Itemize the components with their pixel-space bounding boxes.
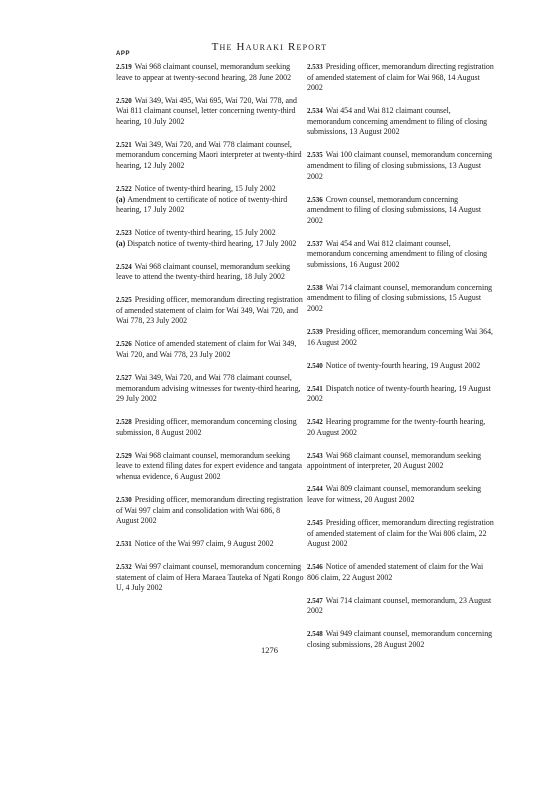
list-item [307,195,495,227]
entry-number: 2.548 [307,630,323,639]
entry-text: Notice of twenty-third hearing, 15 July 2002 [134,228,276,238]
section-tag: APP [116,51,131,57]
entry-number: 2.522 [116,184,132,193]
sub-entry-label: (a) [116,238,126,248]
list-item [116,62,304,83]
sub-entry-label: (a) [116,194,126,204]
entry-text: Presiding officer, memorandum concerning Wai 364, 16 August 2002 [307,327,494,347]
sub-entry [116,195,304,216]
list-item [307,596,495,617]
entry-number: 2.529 [116,451,132,460]
list-item [116,539,304,550]
page-number: 1276 [261,645,278,655]
list-item [116,562,304,594]
entry-number: 2.536 [307,195,323,204]
list-item [116,228,304,249]
entry-text: Wai 454 and Wai 812 claimant counsel, memorandum concerning amendment to filing of closing submissions, 13 August 2002 [307,106,488,137]
entry-number: 2.533 [307,63,323,71]
list-item [307,417,495,438]
entry-number: 2.535 [307,151,323,160]
entry-text: Notice of amended statement of claim for Wai 349, Wai 720, and Wai 778, 23 July 2002 [116,339,297,360]
list-item [116,295,304,327]
running-head: The Hauraki Report [211,41,328,53]
entry-text: Presiding officer, memorandum directing registration of Wai 997 claim and consolidation with Wai 686, 8 August 2002 [116,494,303,526]
list-item [116,373,304,405]
entry-number: 2.524 [116,262,132,271]
list-item [307,384,495,405]
entry-number: 2.537 [307,239,323,248]
list-item [116,339,304,360]
sub-entry [116,239,304,250]
list-item [116,417,304,438]
entry-number: 2.538 [307,283,323,292]
list-item [307,518,495,550]
entry-number: 2.519 [116,63,132,71]
list-item [307,283,495,315]
entry-text: Wai 949 claimant counsel, memorandum concerning closing submissions, 28 August 2002 [307,629,493,649]
list-item [307,239,495,271]
entry-number: 2.532 [116,563,132,572]
entry-text: Dispatch notice of twenty-fourth hearing, 19 August 2002 [307,383,491,404]
entry-number: 2.540 [307,361,323,370]
entry-number: 2.544 [307,485,323,494]
entry-text: Presiding officer, memorandum directing registration of amended statement of claim for the Wai 806 claim, 22 August 2002 [307,517,494,549]
entry-text: Wai 968 claimant counsel, memorandum seeking appointment of interpreter, 20 August 2002 [307,450,482,471]
entry-text: Notice of twenty-fourth hearing, 19 August 2002 [325,360,481,370]
entry-number: 2.543 [307,451,323,460]
sub-entry-text: Dispatch notice of twenty-third hearing, 17 July 2002 [127,238,297,248]
entry-number: 2.547 [307,596,323,605]
entry-text: Wai 968 claimant counsel, memorandum seeking leave to attend the twenty-third hearing, 18 July 2002 [116,261,291,282]
entry-number: 2.542 [307,418,323,427]
list-item [307,361,495,372]
entry-text: Crown counsel, memorandum concerning amendment to filing of closing submissions, 14 August 2002 [307,194,482,225]
entry-text: Wai 349, Wai 720, and Wai 778 claimant counsel, memorandum concerning Maori interpreter at twenty-third hearing, 12 July 2002 [116,139,302,170]
entry-text: Wai 997 claimant counsel, memorandum concerning statement of claim of Hera Maraea Tauteka of Ngati Rongo U, 4 July 2002 [116,562,304,593]
entry-text: Presiding officer, memorandum concerning closing submission, 8 August 2002 [116,417,297,437]
entry-text: Notice of the Wai 997 claim, 9 August 2002 [134,539,274,549]
entry-number: 2.525 [116,296,132,305]
entry-text: Wai 714 claimant counsel, memorandum concerning amendment to filing of closing submissions, 15 August 2002 [307,282,493,314]
entry-number: 2.539 [307,328,323,337]
list-item [116,96,304,128]
list-item [307,106,495,138]
entry-text: Wai 349, Wai 495, Wai 695, Wai 720, Wai 778, and Wai 811 claimant counsel, letter concerning twenty-third hearing, 10 July 2002 [116,95,297,126]
entry-number: 2.541 [307,384,323,393]
entry-number: 2.523 [116,229,132,238]
entry-text: Wai 968 claimant counsel, memorandum seeking leave to appear at twenty-second hearing, 28 June 2002 [116,62,292,82]
entry-text: Wai 100 claimant counsel, memorandum concerning amendment to filing of closing submissions, 13 August 2002 [307,150,493,181]
entry-number: 2.521 [116,140,132,149]
list-item [307,451,495,472]
entry-text: Notice of amended statement of claim for the Wai 806 claim, 22 August 2002 [307,562,484,582]
list-item [307,327,495,348]
entry-text: Hearing programme for the twenty-fourth hearing, 20 August 2002 [307,417,486,437]
entry-text: Wai 349, Wai 720, and Wai 778 claimant counsel, memorandum advising witnesses for twenty-third hearing, 29 July 2002 [116,373,301,404]
list-item [307,562,495,583]
entry-text: Presiding officer, memorandum directing registration of amended statement of claim for Wai 968, 14 August 2002 [307,62,494,93]
entry-text: Wai 968 claimant counsel, memorandum seeking leave to extend filing dates for expert evidence and tangata whenua evidence, 6 August 2002 [116,450,303,481]
entry-number: 2.527 [116,374,132,382]
entry-number: 2.531 [116,540,132,549]
list-item [307,150,495,182]
entry-text: Notice of twenty-third hearing, 15 July 2002 [134,183,276,193]
right-column [307,62,495,663]
entry-number: 2.534 [307,107,323,116]
left-column [116,62,304,606]
entry-text: Presiding officer, memorandum directing registration of amended statement of claim for Wai 349, Wai 720, and Wai 778, 23 July 2002 [116,295,303,326]
list-item [116,451,304,483]
entry-number: 2.526 [116,340,132,349]
entry-number: 2.520 [116,96,132,105]
entry-number: 2.528 [116,418,132,427]
list-item [307,62,495,94]
list-item [116,262,304,283]
entry-number: 2.545 [307,518,323,527]
entry-text: Wai 809 claimant counsel, memorandum seeking leave for witness, 20 August 2002 [307,484,482,504]
entry-number: 2.546 [307,563,323,572]
list-item [116,184,304,216]
list-item [116,495,304,527]
entry-text: Wai 714 claimant counsel, memorandum, 23 August 2002 [307,595,492,616]
entry-text: Wai 454 and Wai 812 claimant counsel, memorandum concerning amendment to filing of closing submissions, 16 August 2002 [307,238,488,269]
list-item [307,484,495,505]
entry-number: 2.530 [116,495,132,504]
sub-entry-text: Amendment to certificate of notice of twenty-third hearing, 17 July 2002 [116,194,288,215]
list-item [116,140,304,172]
